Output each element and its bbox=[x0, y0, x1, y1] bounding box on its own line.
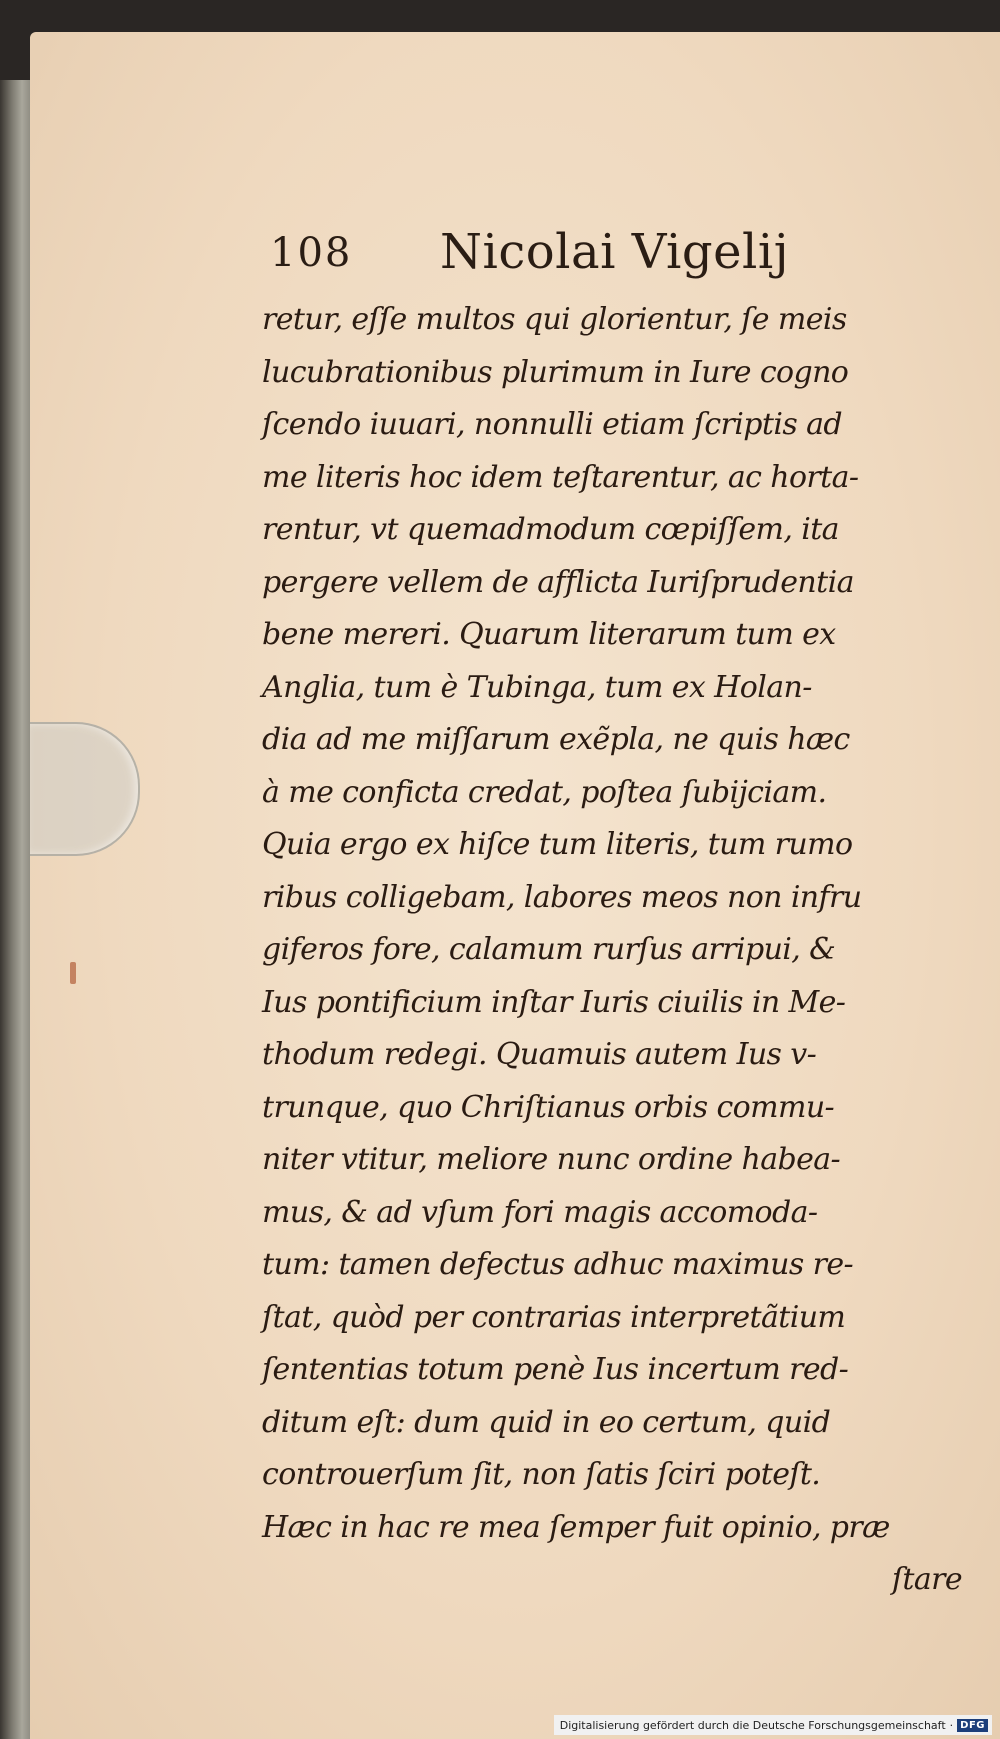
text-line: mus, & ad vſum fori magis accomoda- bbox=[262, 1194, 818, 1230]
text-line: tum: tamen defectus adhuc maximus re- bbox=[262, 1247, 854, 1282]
credit-text: Digitalisierung gefördert durch die Deutsche Forschungsgemeinschaft bbox=[559, 1718, 946, 1732]
text-line: trunque, quo Chriſtianus orbis commu- bbox=[262, 1089, 835, 1125]
text-line: lucubrationibus plurimum in Iure cogno bbox=[262, 354, 849, 390]
catchword: ſtare bbox=[891, 1562, 962, 1597]
text-line: me literis hoc idem teſtarentur, ac horta- bbox=[262, 459, 859, 495]
text-line: ſtat, quòd per contrarias interpretãtium bbox=[262, 1299, 846, 1335]
text-line: ribus colligebam, labores meos non infru bbox=[262, 879, 862, 915]
body-text bbox=[262, 294, 962, 1607]
book-page bbox=[30, 32, 1000, 1739]
credit-separator: · bbox=[949, 1718, 954, 1732]
page-stain bbox=[70, 962, 76, 984]
page-holder-clip bbox=[30, 722, 140, 856]
digitization-credit bbox=[554, 1715, 992, 1735]
text-line: ſententias totum penè Ius incertum red- bbox=[262, 1352, 849, 1387]
text-line: giferos fore, calamum rurſus arripui, & bbox=[262, 932, 836, 967]
text-line: thodum redegi. Quamuis autem Ius v- bbox=[262, 1037, 817, 1072]
text-line: ditum eſt: dum quid in eo certum, quid bbox=[262, 1404, 831, 1440]
text-line: ſcendo iuuari, nonnulli etiam ſcriptis ad bbox=[262, 407, 842, 442]
page-number: 108 bbox=[270, 230, 353, 276]
text-line: niter vtitur, meliore nunc ordine habea- bbox=[262, 1142, 841, 1177]
page-header bbox=[270, 224, 830, 290]
running-head: Nicolai Vigelij bbox=[440, 224, 790, 280]
text-line: Anglia, tum è Tubinga, tum ex Holan- bbox=[262, 669, 812, 705]
text-line: Quia ergo ex hiſce tum literis, tum rumo bbox=[262, 827, 853, 862]
text-line: bene mereri. Quarum literarum tum ex bbox=[262, 617, 836, 652]
text-line: Ius pontificium inſtar Iuris ciuilis in Me- bbox=[262, 984, 846, 1020]
text-line: rentur, vt quemadmodum cœpiſſem, ita bbox=[262, 512, 839, 547]
text-line: dia ad me miſſarum exẽpla, ne quis hæc bbox=[262, 722, 850, 757]
text-line: retur, eſſe multos qui glorientur, ſe meis bbox=[262, 302, 847, 337]
dfg-logo: DFG bbox=[957, 1719, 988, 1732]
text-line: controuerſum ſit, non ſatis ſciri poteſt. bbox=[262, 1457, 821, 1492]
text-line: Hæc in hac re mea ſemper fuit opinio, præ bbox=[262, 1509, 890, 1545]
text-line: pergere vellem de afflicta Iuriſprudentia bbox=[262, 564, 854, 600]
text-line: à me conficta credat, poſtea ſubijciam. bbox=[262, 774, 827, 810]
